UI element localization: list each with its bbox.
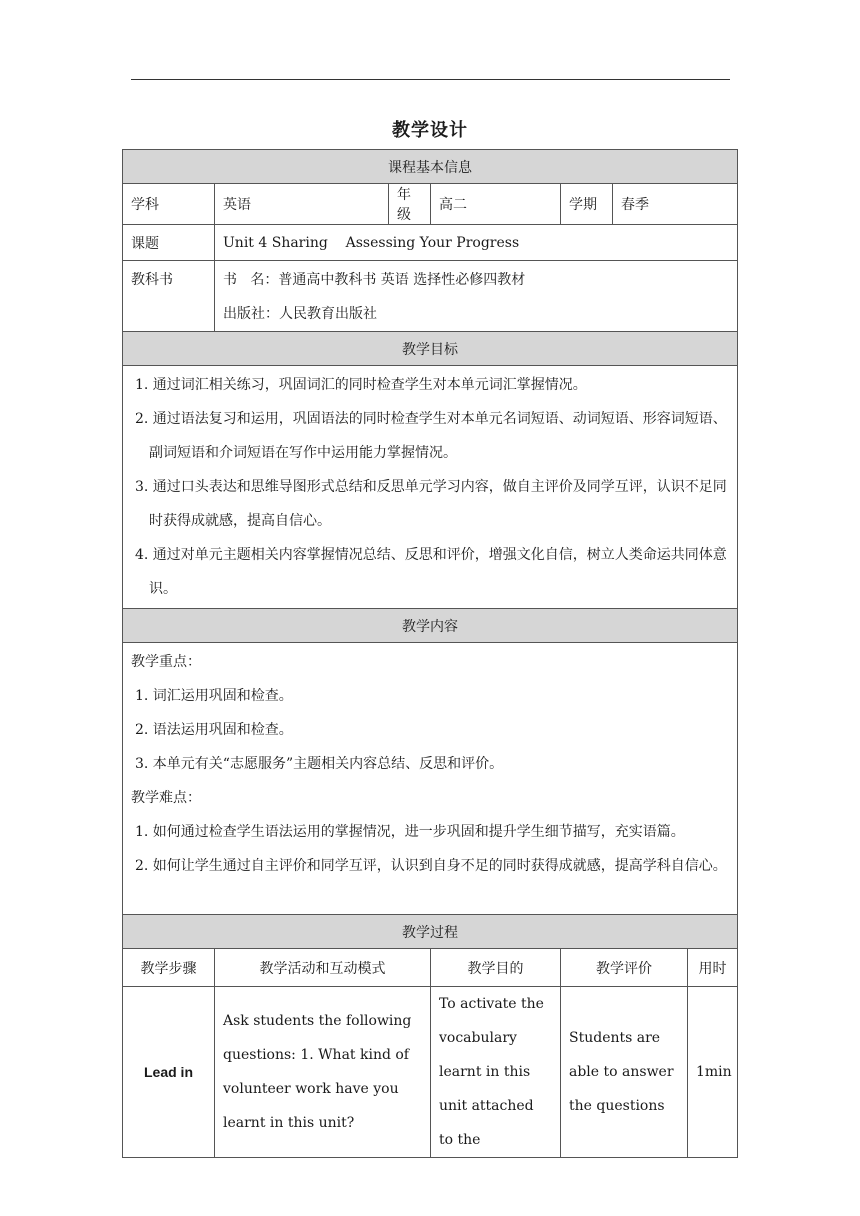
objective-item: 3. 通过口头表达和思维导图形式总结和反思单元学习内容，做自主评价及同学互评，认识不足同时获得成就感，提高自信心。 — [135, 479, 727, 529]
key-point-item: 1. 词汇运用巩固和检查。 — [135, 688, 293, 704]
key-points-label: 教学重点： — [131, 654, 201, 670]
grade-value: 高二 — [431, 184, 561, 225]
textbook-label: 教科书 — [123, 261, 215, 332]
basic-info-header: 课程基本信息 — [123, 150, 738, 184]
subject-label: 学科 — [123, 184, 215, 225]
col-header-time: 用时 — [688, 949, 738, 987]
topic-value: Unit 4 Sharing Assessing Your Progress — [215, 225, 738, 261]
term-label: 学期 — [561, 184, 613, 225]
textbook-name: 书 名：普通高中教科书 英语 选择性必修四教材 — [223, 272, 526, 288]
grade-label: 年级 — [389, 184, 431, 225]
purpose-cell: To activate the vocabulary learnt in this unit attached to the — [431, 987, 561, 1158]
step-cell: Lead in — [123, 987, 215, 1158]
content-header: 教学内容 — [123, 609, 738, 643]
textbook-publisher: 出版社：人民教育出版社 — [223, 306, 377, 322]
objective-item: 1. 通过词汇相关练习，巩固词汇的同时检查学生对本单元词汇掌握情况。 — [135, 377, 587, 393]
objectives-body — [123, 366, 738, 609]
activity-cell: Ask students the following questions: 1. What kind of volunteer work have you learnt in this unit? — [215, 987, 431, 1158]
lesson-plan-table — [122, 149, 738, 1158]
difficult-point-item: 1. 如何通过检查学生语法运用的掌握情况，进一步巩固和提升学生细节描写，充实语篇。 — [135, 824, 685, 840]
subject-value: 英语 — [215, 184, 389, 225]
objectives-header: 教学目标 — [123, 332, 738, 366]
textbook-info — [215, 261, 738, 332]
col-header-step: 教学步骤 — [123, 949, 215, 987]
key-point-item: 3. 本单元有关“志愿服务”主题相关内容总结、反思和评价。 — [135, 756, 504, 772]
objective-item: 4. 通过对单元主题相关内容掌握情况总结、反思和评价，增强文化自信，树立人类命运共同体意识。 — [135, 547, 727, 597]
document-title: 教学设计 — [392, 120, 468, 141]
col-header-activity: 教学活动和互动模式 — [215, 949, 431, 987]
header-rule — [131, 79, 730, 80]
content-body — [123, 643, 738, 915]
term-value: 春季 — [613, 184, 738, 225]
col-header-evaluation: 教学评价 — [561, 949, 688, 987]
key-point-item: 2. 语法运用巩固和检查。 — [135, 722, 293, 738]
evaluation-cell: Students are able to answer the questions — [561, 987, 688, 1158]
topic-label: 课题 — [123, 225, 215, 261]
difficult-points-label: 教学难点： — [131, 790, 201, 806]
table-row — [123, 987, 738, 1158]
objective-item: 2. 通过语法复习和运用，巩固语法的同时检查学生对本单元名词短语、动词短语、形容词短语、副词短语和介词短语在写作中运用能力掌握情况。 — [135, 411, 727, 461]
difficult-point-item: 2. 如何让学生通过自主评价和同学互评，认识到自身不足的同时获得成就感，提高学科自信心。 — [135, 858, 727, 874]
time-cell: 1min — [688, 987, 738, 1158]
process-header: 教学过程 — [123, 915, 738, 949]
col-header-purpose: 教学目的 — [431, 949, 561, 987]
